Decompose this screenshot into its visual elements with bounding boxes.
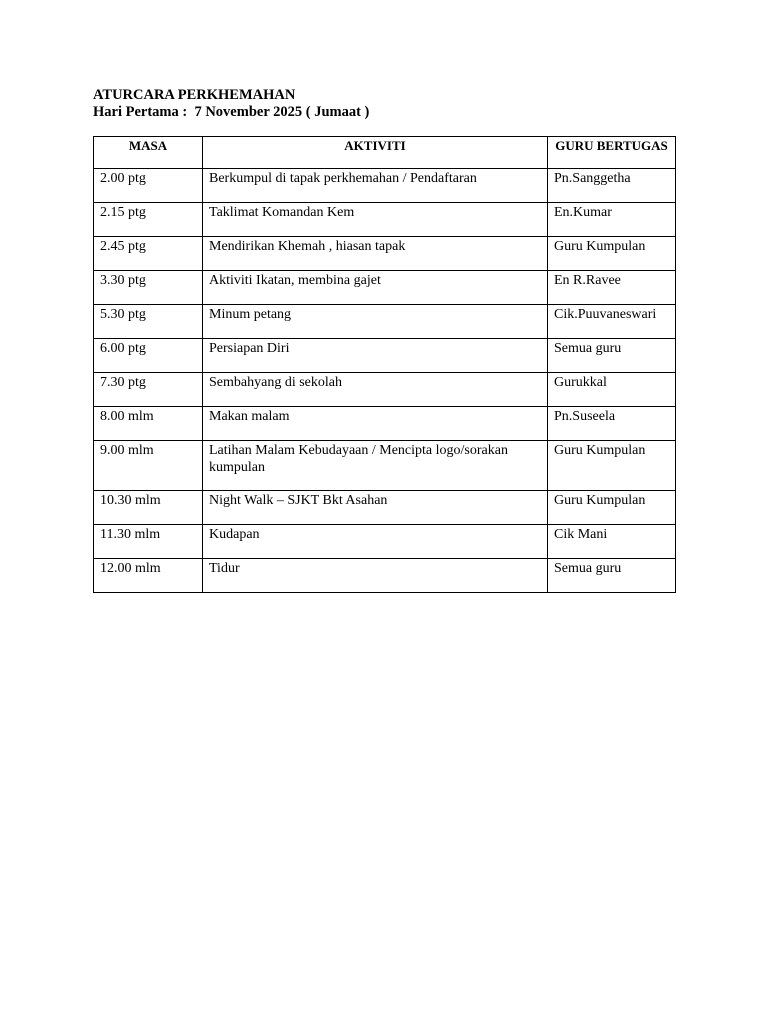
cell-masa: 2.15 ptg: [94, 203, 203, 237]
cell-aktiviti: Aktiviti Ikatan, membina gajet: [203, 271, 548, 305]
cell-masa: 2.00 ptg: [94, 169, 203, 203]
cell-aktiviti: Kudapan: [203, 525, 548, 559]
table-row: [94, 559, 676, 593]
document-title: ATURCARA PERKHEMAHAN: [93, 87, 296, 103]
cell-aktiviti: Makan malam: [203, 407, 548, 441]
cell-guru: Guru Kumpulan: [548, 441, 676, 491]
header-aktiviti: AKTIVITI: [203, 137, 548, 169]
table-row: [94, 491, 676, 525]
table-row: [94, 271, 676, 305]
cell-guru: Semua guru: [548, 559, 676, 593]
header-masa: MASA: [94, 137, 203, 169]
table-row: [94, 169, 676, 203]
cell-guru: Cik Mani: [548, 525, 676, 559]
schedule-table: [93, 136, 676, 593]
document-subtitle: Hari Pertama : 7 November 2025 ( Jumaat ): [93, 104, 370, 120]
cell-aktiviti: Night Walk – SJKT Bkt Asahan: [203, 491, 548, 525]
cell-masa: 7.30 ptg: [94, 373, 203, 407]
cell-aktiviti: Taklimat Komandan Kem: [203, 203, 548, 237]
cell-masa: 6.00 ptg: [94, 339, 203, 373]
schedule-header-row: [94, 137, 676, 169]
cell-aktiviti: Latihan Malam Kebudayaan / Mencipta logo/sorakan kumpulan: [203, 441, 548, 491]
cell-masa: 3.30 ptg: [94, 271, 203, 305]
cell-masa: 5.30 ptg: [94, 305, 203, 339]
table-row: [94, 441, 676, 491]
table-row: [94, 407, 676, 441]
cell-masa: 2.45 ptg: [94, 237, 203, 271]
cell-guru: Gurukkal: [548, 373, 676, 407]
table-row: [94, 203, 676, 237]
table-row: [94, 237, 676, 271]
cell-masa: 10.30 mlm: [94, 491, 203, 525]
document-heading: [93, 87, 369, 121]
header-guru-bertugas: GURU BERTUGAS: [548, 137, 676, 169]
cell-guru: En.Kumar: [548, 203, 676, 237]
cell-guru: Pn.Suseela: [548, 407, 676, 441]
cell-masa: 11.30 mlm: [94, 525, 203, 559]
cell-guru: Pn.Sanggetha: [548, 169, 676, 203]
cell-masa: 8.00 mlm: [94, 407, 203, 441]
table-row: [94, 305, 676, 339]
cell-masa: 9.00 mlm: [94, 441, 203, 491]
cell-aktiviti: Minum petang: [203, 305, 548, 339]
cell-masa: 12.00 mlm: [94, 559, 203, 593]
cell-guru: En R.Ravee: [548, 271, 676, 305]
cell-aktiviti: Tidur: [203, 559, 548, 593]
cell-guru: Cik.Puuvaneswari: [548, 305, 676, 339]
table-row: [94, 339, 676, 373]
cell-guru: Guru Kumpulan: [548, 491, 676, 525]
cell-aktiviti: Persiapan Diri: [203, 339, 548, 373]
cell-aktiviti: Mendirikan Khemah , hiasan tapak: [203, 237, 548, 271]
table-row: [94, 373, 676, 407]
cell-guru: Semua guru: [548, 339, 676, 373]
cell-guru: Guru Kumpulan: [548, 237, 676, 271]
table-row: [94, 525, 676, 559]
cell-aktiviti: Sembahyang di sekolah: [203, 373, 548, 407]
cell-aktiviti: Berkumpul di tapak perkhemahan / Pendaftaran: [203, 169, 548, 203]
